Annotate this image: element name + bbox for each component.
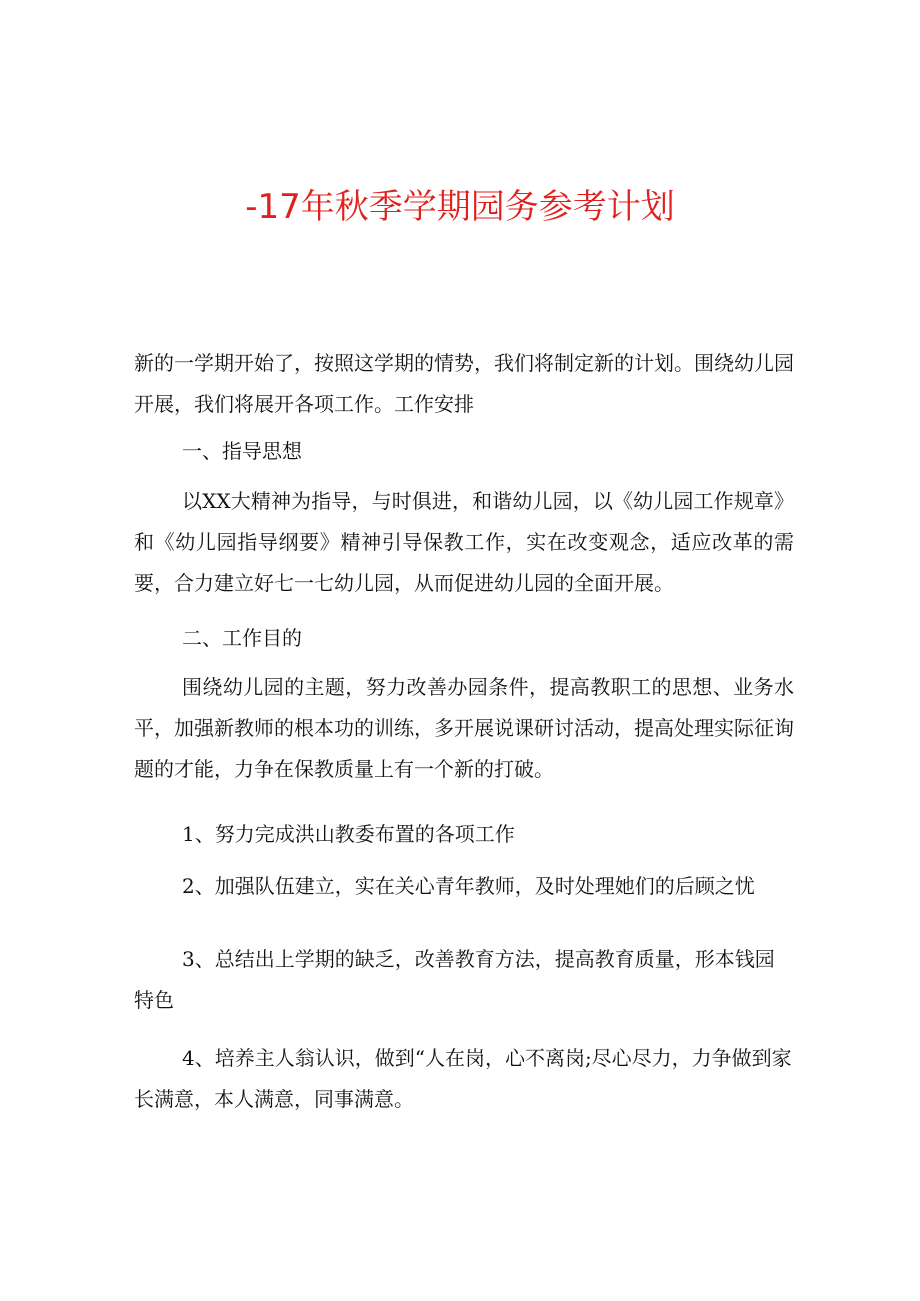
list-item: 1、努力完成洪山教委布置的各项工作 (182, 822, 515, 846)
section-heading-work-goals: 二、工作目的 (182, 626, 302, 650)
list-item: 3、总结出上学期的缺乏，改善教育方法，提高教育质量，形本钱园特色 (134, 947, 775, 1012)
section-body-work-goals: 围绕幼儿园的主题，努力改善办园条件，提高教职工的思想、业务水平，加强新教师的根本功的训练，多开展说课研讨活动，提高处理实际征询题的才能，力争在保教质量上有一个新的打破。 (134, 675, 794, 781)
section-body-guiding-ideology: 以XX大精神为指导，与时俱进，和谐幼儿园，以《幼儿园工作规章》和《幼儿园指导纲要》精神引导保教工作，实在改变观念，适应改革的需要，合力建立好七一七幼儿园，从而促进幼儿园的全面开展。 (134, 489, 794, 595)
intro-paragraph: 新的一学期开始了，按照这学期的情势，我们将制定新的计划。围绕幼儿园开展，我们将展开各项工作。工作安排 (134, 351, 794, 416)
list-item: 4、培养主人翁认识，做到“人在岗，心不离岗;尽心尽力，力争做到家长满意，本人满意，同事满意。 (134, 1046, 792, 1111)
list-item: 2、加强队伍建立，实在关心青年教师，及时处理她们的后顾之忧 (182, 874, 755, 898)
section-heading-guiding-ideology: 一、指导思想 (182, 439, 302, 463)
document-title: -17年秋季学期园务参考计划 (245, 187, 675, 227)
